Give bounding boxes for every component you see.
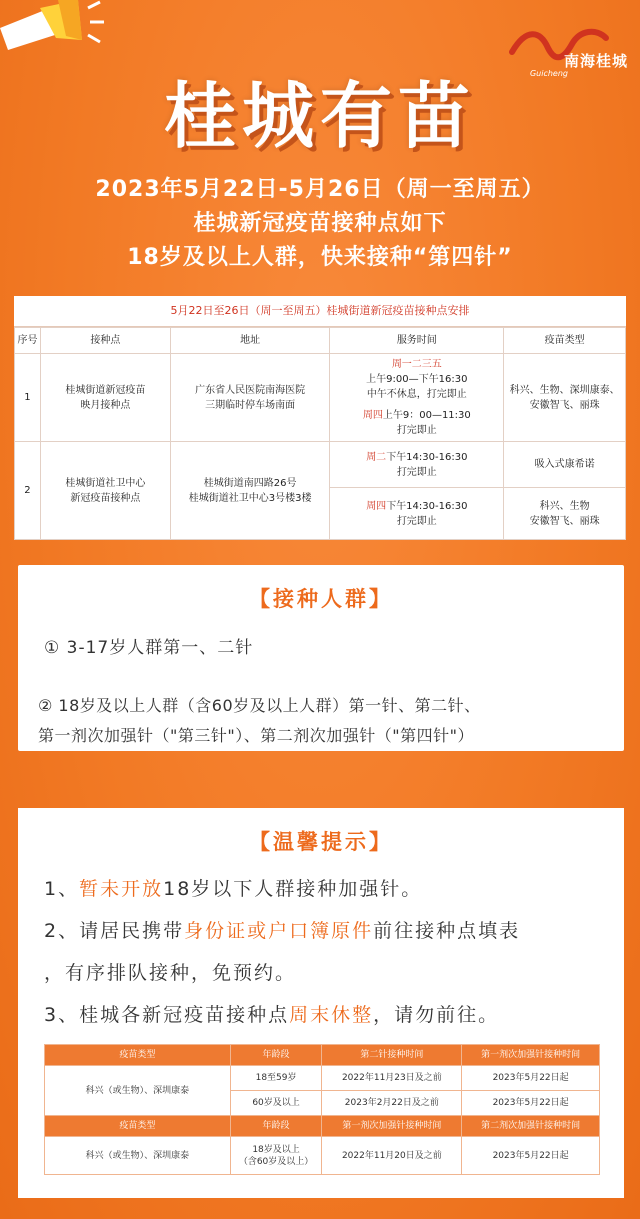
address-line: 三期临时停车场南面 [205, 399, 296, 411]
age-cell: 18至59岁 [230, 1066, 322, 1091]
schedule-table [14, 327, 626, 540]
service-note-tue: 打完即止 [396, 466, 437, 478]
service-time [330, 354, 504, 442]
tip-2-continued: ，有序排队接种，免预约。 [44, 962, 297, 984]
service-day-tue: 周二 [366, 451, 387, 463]
address-line: 桂城街道南四路26号 [203, 477, 297, 489]
tip-highlight: 周末休整 [289, 1004, 374, 1026]
date-cell: 2023年5月22日起 [462, 1091, 600, 1116]
table-row [45, 1066, 600, 1091]
row-no: 1 [15, 354, 41, 442]
site-address [170, 442, 330, 540]
target-groups-card [18, 565, 624, 751]
date-cell: 2022年11月20日及之前 [322, 1137, 462, 1175]
tip-2 [44, 916, 520, 943]
schedule-caption: 5月22日至26日（周一至周五）桂城街道新冠疫苗接种点安排 [14, 296, 626, 327]
tip-text: 18岁以下人群接种加强针。 [163, 878, 423, 900]
tip-text: 1、 [44, 878, 80, 900]
vaccine-line: 科兴、生物、深圳康泰、 [509, 384, 620, 396]
group-item-2-line-1: ② 18岁及以上人群（含60岁及以上人群）第一针、第二针、 [38, 696, 481, 715]
tip-1 [44, 874, 422, 901]
age-line: 18岁及以上 [252, 1144, 300, 1155]
tip-text: ，请勿前往。 [373, 1004, 500, 1026]
service-hours-tue: 下午14:30-16:30 [386, 451, 468, 463]
service-thursday [330, 408, 503, 423]
header-cell: 疫苗类型 [45, 1045, 231, 1066]
date-cell: 2022年11月23日及之前 [322, 1066, 462, 1091]
vaccine-line: 科兴、生物 [539, 500, 590, 512]
header-cell: 第二针接种时间 [322, 1045, 462, 1066]
service-time [330, 442, 504, 488]
age-cell [230, 1137, 322, 1175]
header-address: 地址 [170, 328, 330, 354]
date-cell: 2023年5月22日起 [462, 1066, 600, 1091]
site-line: 桂城街道社卫中心 [65, 477, 146, 489]
booster-schedule-table [44, 1044, 600, 1175]
site-name [40, 442, 170, 540]
tip-text: 2、请居民携带 [44, 920, 185, 942]
service-hours: 上午9:00—下午16:30 [366, 374, 468, 385]
schedule-card [14, 296, 626, 540]
group-item-2-line-2: 第一剂次加强针（"第三针"）、第二剂次加强针（"第四针"） [38, 726, 474, 745]
subtitle-line-2: 桂城新冠疫苗接种点如下 [193, 211, 447, 236]
service-hours-thu: 下午14:30-16:30 [386, 500, 468, 512]
date-cell: 2023年2月22日及之前 [322, 1091, 462, 1116]
vaccine-line: 安徽智飞、丽珠 [529, 515, 600, 527]
site-line: 新冠疫苗接种点 [70, 492, 141, 504]
tip-text: 3、桂城各新冠疫苗接种点 [44, 1004, 290, 1026]
service-day-thu: 周四 [362, 410, 383, 421]
table-row [15, 442, 626, 488]
service-note-thu: 打完即止 [396, 425, 437, 436]
header-no: 序号 [15, 328, 41, 354]
schedule-header-row [15, 328, 626, 354]
service-time [330, 488, 504, 540]
subtitle-line-1: 2023年5月22日-5月26日（周一至周五） [95, 177, 545, 202]
header-cell: 第一剂次加强针接种时间 [462, 1045, 600, 1066]
age-line: （含60岁及以上） [238, 1156, 314, 1167]
vaccine-types: 吸入式康希诺 [504, 442, 626, 488]
site-line: 映月接种点 [80, 399, 131, 411]
header-cell: 疫苗类型 [45, 1116, 231, 1137]
brand-name: 南海桂城 [563, 52, 628, 70]
site-line: 桂城街道新冠疫苗 [65, 384, 146, 396]
tip-highlight: 暂未开放 [79, 878, 164, 900]
service-hours-thu: 上午9：00—11:30 [382, 410, 471, 421]
tips-card [18, 808, 624, 1198]
vaccine-type-cell: 科兴（或生物）、深圳康泰 [45, 1066, 231, 1116]
age-cell: 60岁及以上 [230, 1091, 322, 1116]
group-item-1: ① 3-17岁人群第一、二针 [44, 638, 254, 658]
row-no: 2 [15, 442, 41, 540]
table-row [45, 1137, 600, 1175]
header-cell: 第一剂次加强针接种时间 [322, 1116, 462, 1137]
date-cell: 2023年5月22日起 [462, 1137, 600, 1175]
tip-highlight: 身份证或户口簿原件 [184, 920, 374, 942]
vaccine-type-cell: 科兴（或生物）、深圳康泰 [45, 1137, 231, 1175]
tip-text: 前往接种点填表 [373, 920, 521, 942]
service-note: 中午不休息，打完即止 [366, 389, 467, 400]
header-cell: 年龄段 [230, 1116, 322, 1137]
header-cell: 年龄段 [230, 1045, 322, 1066]
megaphone-icon [0, 0, 110, 60]
vaccine-types [504, 488, 626, 540]
booster-header-row [45, 1116, 600, 1137]
header-site: 接种点 [40, 328, 170, 354]
brand-sub: Guicheng [529, 69, 568, 78]
tip-3 [44, 1000, 499, 1027]
table-row [15, 354, 626, 442]
vaccine-types [504, 354, 626, 442]
header-time: 服务时间 [330, 328, 504, 354]
site-address [170, 354, 330, 442]
header-cell: 第二剂次加强针接种时间 [462, 1116, 600, 1137]
service-day-thu: 周四 [366, 500, 387, 512]
service-days: 周一二三五 [391, 359, 442, 370]
tips-title: 【温馨提示】 [249, 830, 393, 854]
subtitle-line-3: 18岁及以上人群，快来接种“第四针” [127, 245, 513, 270]
page-title: 桂城有苗 [163, 74, 476, 158]
booster-header-row [45, 1045, 600, 1066]
site-name [40, 354, 170, 442]
target-groups-title: 【接种人群】 [249, 587, 393, 611]
service-note-thu: 打完即止 [396, 515, 437, 527]
address-line: 广东省人民医院南海医院 [195, 384, 306, 396]
address-line: 桂城街道社卫中心3号楼3楼 [188, 492, 312, 504]
header-vaccine: 疫苗类型 [504, 328, 626, 354]
vaccine-line: 安徽智飞、丽珠 [529, 399, 600, 411]
